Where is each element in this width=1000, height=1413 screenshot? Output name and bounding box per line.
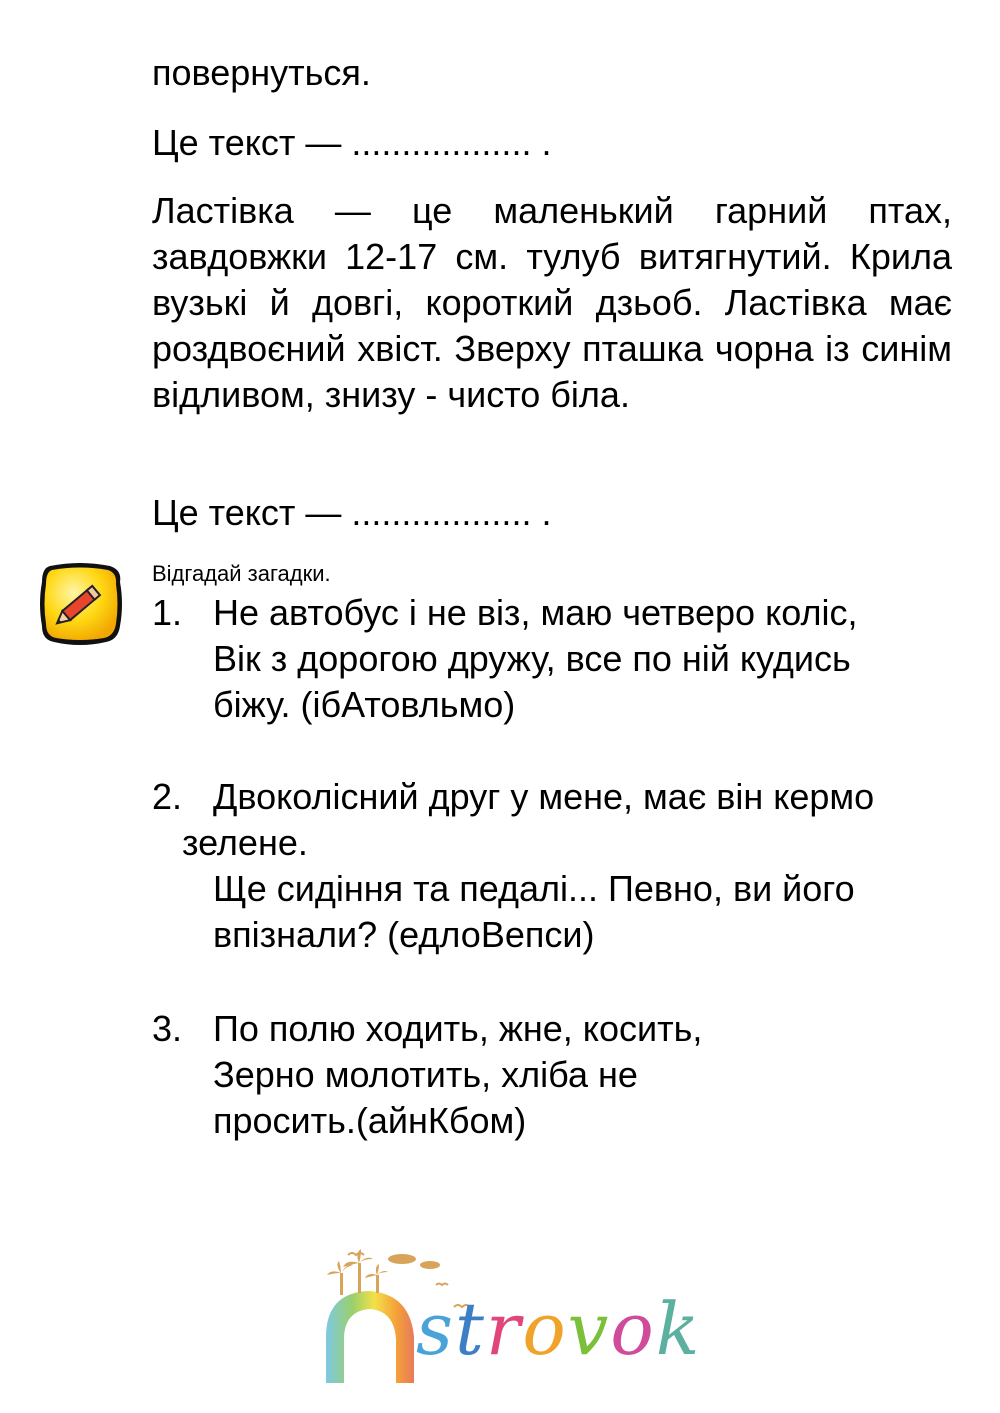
logo-letter: t [454,1287,486,1371]
riddle-line: просить.(айнКбом) [213,1100,527,1141]
riddles-instruction: Відгадай загадки. [152,561,331,586]
logo-letter: r [485,1287,523,1371]
pencil-icon [36,560,124,648]
ostrovok-logo [318,1245,758,1395]
riddle-number: 3. [152,1008,183,1049]
riddle-1 [152,590,972,728]
riddle-line: Зерно молотить, хліба не [213,1054,638,1095]
riddle-line: Вік з дорогою дружу, все по ній кудись [213,638,851,679]
question-text-type-2: Це текст — .................. . [152,492,552,533]
riddle-3 [152,1006,972,1144]
logo-letter: o [522,1287,568,1371]
logo-text [416,1287,701,1371]
riddle-line: По полю ходить, жне, косить, [213,1008,703,1049]
logo-letter: s [416,1287,455,1371]
riddle-line: Не автобус і не віз, маю четверо коліс, [213,592,858,633]
riddle-line: Двоколісний друг у мене, має він кермо [213,776,875,817]
text-top: повернуться. [152,52,371,93]
riddle-number: 2. [152,776,183,817]
logo-letter: v [567,1287,611,1371]
riddle-number: 1. [152,592,183,633]
logo-letter: k [655,1287,702,1371]
logo-letter: o [610,1287,656,1371]
riddle-line: Ще сидіння та педалі... Певно, ви його [213,868,855,909]
riddle-line: зелене. [182,822,308,863]
riddle-line: впізнали? (едлоВепси) [213,914,595,955]
swallow-paragraph: Ластівка — це маленький гарний птах, завдовжки 12-17 см. тулуб витягнутий. Крила вузькі й довгі, короткий дзьоб. Ластівка має роздвоєний хвіст. Зверху пташка чорна із синім відливом, знизу - чисто біла. [152,190,952,415]
riddle-2 [152,774,972,958]
question-text-type-1: Це текст — .................. . [152,122,552,163]
riddle-line: біжу. (ібАтовльмо) [213,684,516,725]
